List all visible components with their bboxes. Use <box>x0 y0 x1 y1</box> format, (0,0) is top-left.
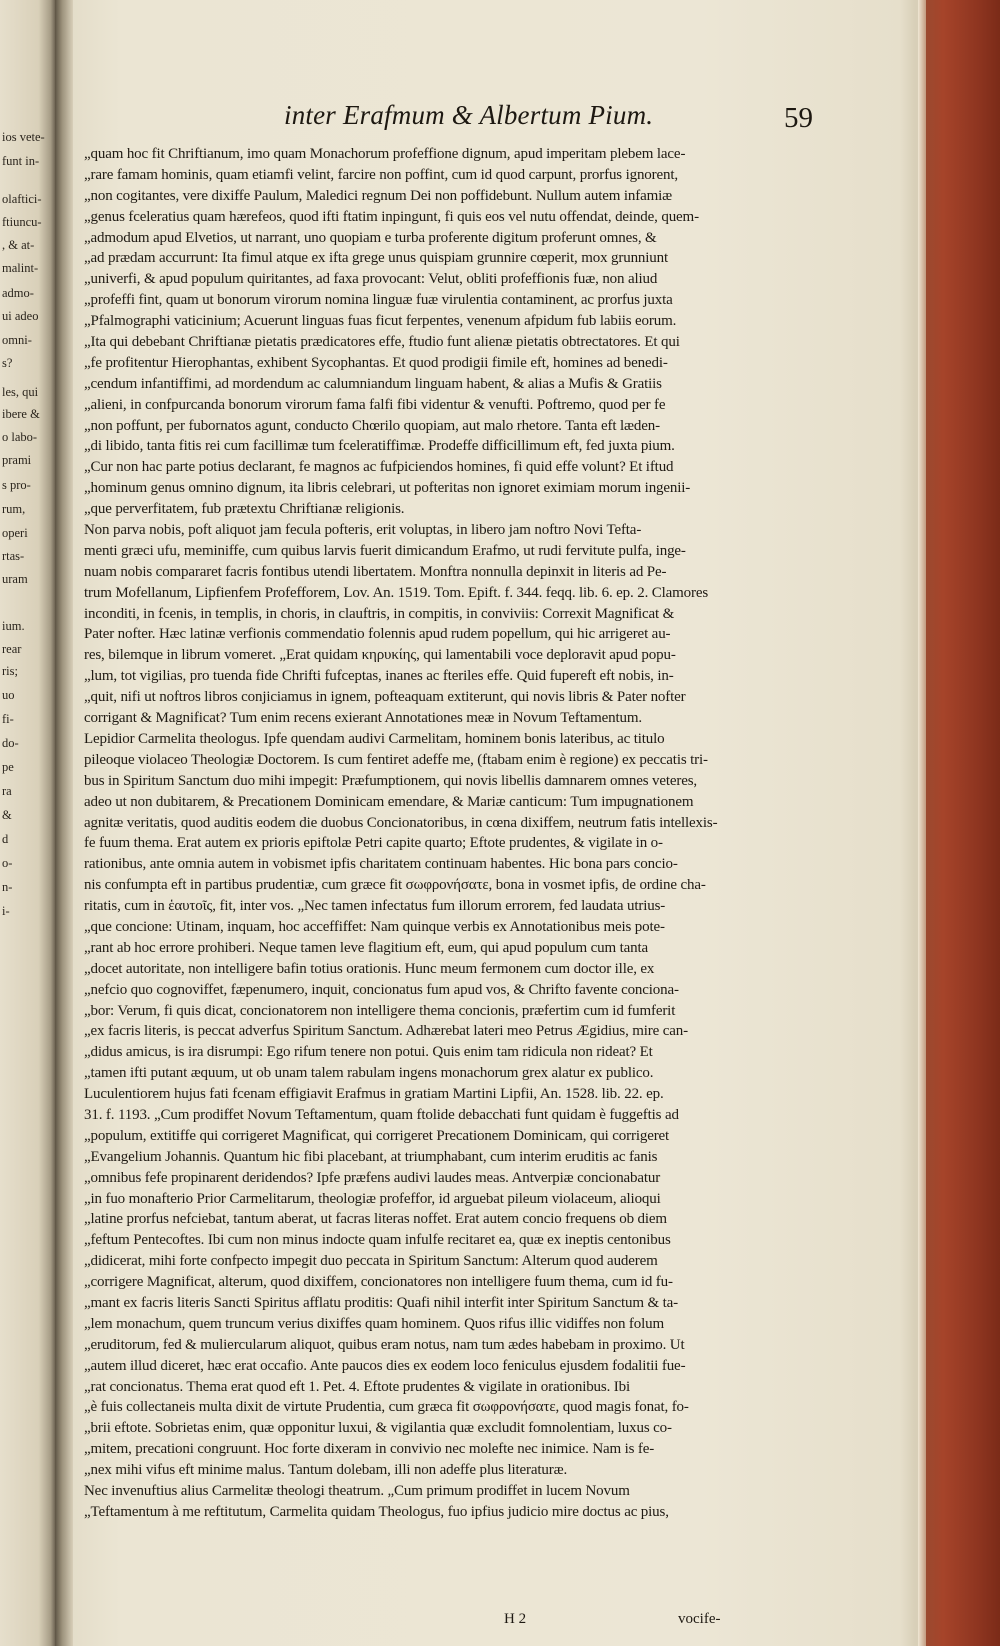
text-line: Luculentiorem hujus fati fcenam effigiavit Erafmus in gratiam Martini Lipfii, An. 1528. lib. 22. ep. <box>84 1086 664 1103</box>
text-line: „univerfi, & apud populum quiritantes, ad faxa provocant: Velut, obliti profeffionis fuæ, non aliud <box>84 271 658 288</box>
facing-page-fragment: ris; <box>2 664 18 678</box>
text-line: „docet autoritate, non intelligere bafin totius orationis. Hunc meum fermonem cum doctor ille, ex <box>84 960 655 977</box>
text-line: „Evangelium Johannis. Quantum hic fibi placebant, at triumphabant, cum interim eruditis ac fanis <box>84 1148 658 1165</box>
text-line: „Cur non hac parte potius declarant, fe magnos ac fufpiciendos homines, fi quid effe volunt? Et iftud <box>84 459 674 476</box>
facing-page-fragment: malint- <box>2 261 39 275</box>
text-line: „corrigere Magnificat, alterum, quod dixiffem, concionatores non intelligere fuum thema, cum id fu- <box>84 1274 673 1291</box>
facing-page-fragment: pe <box>2 760 14 774</box>
text-line: „lum, tot vigilias, pro tuenda fide Chrifti fufceptas, inanes ac fteriles effe. Quid fupereft eft nobis, in- <box>84 668 674 685</box>
text-line: 31. f. 1193. „Cum prodiffet Novum Teftamentum, quam ftolide debacchati funt quidam è fuggeftis ad <box>84 1106 679 1123</box>
text-line: „non cogitantes, vere dixiffe Paulum, Maledici regnum Dei non poffidebunt. Nullum autem infamiæ <box>84 187 672 204</box>
text-line: „ad prædam accurrunt: Ita fimul atque ex ifta grege unus quispiam grunnire cœperit, mox grunniunt <box>84 250 669 267</box>
text-line: „latine prorfus nefciebat, tantum aberat, ut facras literas noffet. Erat autem concio frequens ob diem <box>84 1211 667 1228</box>
text-line: „nefcio quo cognoviffet, fæpenumero, inquit, concionatus fum apud vos, & Chrifto favente conciona- <box>84 981 679 998</box>
signature-mark: H 2 <box>504 1611 527 1627</box>
text-line: „è fuis collectaneis multa dixit de virtute Prudentia, cum græca fit σωφρονήσατε, quod magis fonat, fo- <box>84 1399 689 1416</box>
facing-page-fragment: i- <box>2 904 10 918</box>
facing-page-fragment: funt in- <box>2 154 40 168</box>
text-line: „autem illud diceret, hæc erat occafio. Ante paucos dies ex eodem loco feniculus ejusdem fodalitii fue- <box>84 1357 686 1374</box>
facing-page-fragment: o labo- <box>2 430 38 444</box>
facing-page-fragment: rear <box>2 642 22 656</box>
catchword: vocife- <box>678 1611 721 1627</box>
text-line: „que perverfitatem, fub prætextu Chriftianæ religionis. <box>84 501 405 518</box>
text-line: „que concione: Utinam, inquam, hoc acceffiffet: Nam quinque verbis ex Annotationibus meis pote- <box>84 918 665 935</box>
facing-page-fragment: rtas- <box>2 549 25 563</box>
facing-page-fragment: s? <box>2 356 13 370</box>
text-line: menti græci ufu, meminiffe, cum quibus larvis fuerit dimicandum Erafmo, ut rudi fervitute pulfa, inge- <box>84 542 686 559</box>
facing-page-fragment: ui adeo <box>2 309 39 323</box>
text-line: „non poffunt, per fubornatos agunt, conducto Chœrilo quopiam, aut malo rhetore. Tanta eft læden- <box>84 417 660 434</box>
text-line: nuam nobis compararet facris fontibus utendi libertatem. Monftra nonnulla depinxit in literis ad Pe- <box>84 563 667 580</box>
text-line: „hominum genus omnino dignum, ita libris celebrari, ut pofteritas non ignoret eximiam morum ingenii- <box>84 480 691 497</box>
page-number: 59 <box>784 102 813 134</box>
text-line: „lem monachum, quem truncum verius dixiffes quam hominem. Quos rifus illic vidiffes non folum <box>84 1315 664 1332</box>
text-line: „admodum apud Elvetios, ut narrant, uno quopiam e turba proferente digitum proferunt omnes, & <box>84 229 657 246</box>
facing-page-fragment: operi <box>2 526 28 540</box>
text-line: „tamen ifti putant æquum, ut ob unam talem rabulam ingens monachorum grex alatur ex publico. <box>84 1065 654 1082</box>
text-line: res, bilemque in librum vomeret. „Erat quidam κηρυκίης, qui lamentabili voce deploravit apud popu- <box>84 647 676 664</box>
text-line: Non parva nobis, poft aliquot jam fecula pofteris, erit voluptas, in libero jam noftro Novi Tefta- <box>84 522 642 539</box>
text-line: inconditi, in fcenis, in templis, in choris, in clauftris, in compitis, in conviviis: Correxit Magnificat & <box>84 605 675 622</box>
text-body <box>84 144 828 1523</box>
facing-page-fragment: d <box>2 832 9 846</box>
text-line: bus in Spiritum Sanctum duo mihi impegit: Præfumptionem, qui novis libellis damnarem omnes veteres, <box>84 772 698 789</box>
text-line: corrigant & Magnificat? Tum enim recens exierant Annotationes meæ in Novum Teftamentum. <box>84 710 642 727</box>
text-line: adeo ut non dubitarem, & Precationem Dominicam emendare, & Mariæ canticum: Tum impugnationem <box>84 793 694 810</box>
facing-page-fragment: olaftici- <box>2 192 42 206</box>
facing-page-fragment: s pro- <box>2 478 31 492</box>
text-line: „profeffi fint, quam ut bonorum virorum nomina linguæ fuæ virulentia contaminent, ac prorfus juxta <box>84 292 673 309</box>
text-line: Pater nofter. Hæc latinæ verfionis commendatio folennis apud rudem popellum, qui hic arrigeret au- <box>84 626 671 643</box>
text-line: „in fuo monafterio Prior Carmelitarum, theologiæ profeffor, id arguebat pileum violaceum, alioqui <box>84 1190 661 1207</box>
facing-page-fragment: ra <box>2 784 12 798</box>
book-gutter <box>55 0 73 1646</box>
text-line: „eruditorum, fed & muliercularum aliquot, quibus eram notus, nam tum ædes habebam in proximo. Ut <box>84 1336 685 1353</box>
facing-page-edge <box>0 0 55 1646</box>
text-line: „feftum Pentecoftes. Ibi cum non minus indocte quam infulfe recitaret ea, quæ ex ineptis centonibus <box>84 1232 671 1249</box>
text-line: „didicerat, mihi forte confpecto impegit duo peccata in Spiritum Sanctum: Alterum quod auderem <box>84 1253 658 1270</box>
text-line: „mant ex facris literis Sancti Spiritus afflatu proditis: Quafi nihil interfit inter Spiritum Sanctum & ta- <box>84 1294 678 1311</box>
text-line: „fe profitentur Hierophantas, exhibent Sycophantas. Et quod prodigii fimile eft, homines ad benedi- <box>84 354 668 371</box>
facing-page-fragment: & <box>2 808 12 822</box>
text-line: pileoque violaceo Theologiæ Doctorem. Is cum fentiret adeffe me, (ftabam enim è regione) ex peccatis tri- <box>84 751 708 768</box>
text-line: „rant ab hoc errore prohiberi. Neque tamen leve flagitium eft, eum, qui apud populum cum tanta <box>84 939 649 956</box>
facing-page-fragment: , & at- <box>2 238 35 252</box>
text-line: Lepidior Carmelita theologus. Ipfe quendam audivi Carmelitam, hominem bonis lateribus, ac titulo <box>84 730 665 747</box>
facing-page-fragment: ium. <box>2 619 25 633</box>
facing-page-fragment: ibere & <box>2 407 40 421</box>
facing-page-fragment: omni- <box>2 333 32 347</box>
text-line: „rare famam hominis, quam etiamfi velint, farcire non poffint, cum id quod carpunt, prorfus ignorent, <box>84 166 678 183</box>
text-line: rationibus, ante omnia autem in vobismet ipfis charitatem continuam habentes. Hic bona pars concio- <box>84 856 678 873</box>
red-fore-edge <box>918 0 1000 1646</box>
text-line: „populum, extitiffe qui corrigeret Magnificat, qui corrigeret Precationem Dominicam, qui corrigeret <box>84 1127 670 1144</box>
facing-page-fragment: fi- <box>2 712 14 726</box>
facing-page-fragment: n- <box>2 880 13 894</box>
text-line: „quit, nifi ut noftros libros conjiciamus in ignem, pofteaquam extiterunt, qui novis libris & Pater nofter <box>84 689 686 706</box>
text-line: „mitem, precationi congruunt. Hoc forte dixeram in convivio nec molefte nec inimice. Nam is fe- <box>84 1441 655 1458</box>
text-line: „di libido, tanta fitis rei cum facillimæ tum fceleratiffimæ. Prodeffe difficillimum eft, fed juxta pium. <box>84 438 675 455</box>
text-line: „Ita qui debebant Chriftianæ pietatis prædicatores effe, ftudio funt alienæ pietatis obtrectatores. Et qui <box>84 334 680 351</box>
facing-page-fragment: prami <box>2 453 32 467</box>
text-line: nis confumpta eft in partibus prudentiæ, cum græce fit σωφρονήσατε, bona in vosmet ipfis, de ordine cha- <box>84 877 706 894</box>
text-line: „nex mihi vifus eft minime malus. Tantum dolebam, illi non adeffe plus literaturæ. <box>84 1462 568 1479</box>
text-line: Nec invenuftius alius Carmelitæ theologi theatrum. „Cum primum prodiffet in lucem Novum <box>84 1483 630 1499</box>
facing-page-fragment: rum, <box>2 502 26 516</box>
text-line: „alieni, in confpurcanda bonorum virorum fama falfi fibi videntur & venufti. Poftremo, quod per fe <box>84 396 666 413</box>
facing-page-fragment: uram <box>2 572 28 586</box>
text-line: „didus amicus, is ira disrumpi: Ego rifum tenere non potui. Quis enim tam ridicula non rideat? Et <box>84 1044 653 1061</box>
facing-page-fragment: o- <box>2 856 13 870</box>
facing-page-fragment: do- <box>2 736 19 750</box>
text-line: „bor: Verum, fi quis dicat, concionatorem non intelligere thema concionis, præfertim cum id fumferit <box>84 1002 676 1019</box>
text-line: fe fuum thema. Erat autem ex prioris epiftolæ Petri capite quarto; Eftote prudentes, & vigilate in o- <box>84 835 663 852</box>
text-line: „ex facris literis, is peccat adverfus Spiritum Sanctum. Adhærebat lateri meo Petrus Ægidius, mire can- <box>84 1023 688 1040</box>
facing-page-fragment: ftiuncu- <box>2 215 42 229</box>
facing-page-fragment: uo <box>2 688 15 702</box>
text-line: „cendum infantiffimi, ad mordendum ac calumniandum linguam habent, & alias a Mufis & Gratiis <box>84 375 662 392</box>
text-line: agnitæ veritatis, quod auditis eodem die duobus Concionatoribus, in cœna dixiffem, neutrum fatis intellexis- <box>84 814 718 831</box>
text-line: „Pfalmographi vaticinium; Acuerunt linguas fuas ficut ferpentes, venenum afpidum fub labiis eorum. <box>84 313 677 330</box>
text-line: „quam hoc fit Chriftianum, imo quam Monachorum profeffione dignum, apud imperitam plebem lace- <box>84 146 686 162</box>
facing-page-fragment: admo- <box>2 286 34 300</box>
text-line: „Teftamentum à me reftitutum, Carmelita quidam Theologus, fuo ipfius judicio mire doctus ac pius, <box>84 1503 669 1520</box>
text-line: „genus fceleratius quam hærefeos, quod ifti ftatim inpingunt, fi quis eos vel nutu offendat, deinde, quem- <box>84 208 699 225</box>
facing-page-fragment: ios vete- <box>2 130 45 144</box>
text-line: „brii eftote. Sobrietas enim, quæ opponitur luxui, & vigilantia quæ excludit fomnolentiam, luxus co- <box>84 1420 672 1437</box>
text-line: „omnibus fefe propinarent deridendos? Ipfe præfens audivi laudes meas. Antverpiæ concionabatur <box>84 1169 661 1186</box>
text-line: „rat concionatus. Thema erat quod eft 1. Pet. 4. Eftote prudentes & vigilate in orationibus. Ibi <box>84 1378 631 1395</box>
facing-page-fragment: les, qui <box>2 385 39 399</box>
page-header <box>84 96 828 142</box>
text-line: trum Mofellanum, Lipfienfem Profefforem, Lov. An. 1519. Tom. Epift. f. 344. feqq. lib. 6. ep. 2. Clamores <box>84 584 709 601</box>
text-line: ritatis, cum in ἑαυτοῖς, fit, inter vos. „Nec tamen infectatus fum illorum errorem, fed laudata utrius- <box>84 898 666 915</box>
page-footer <box>84 1608 828 1630</box>
running-title: inter Erafmum & Albertum Pium. <box>284 100 654 130</box>
